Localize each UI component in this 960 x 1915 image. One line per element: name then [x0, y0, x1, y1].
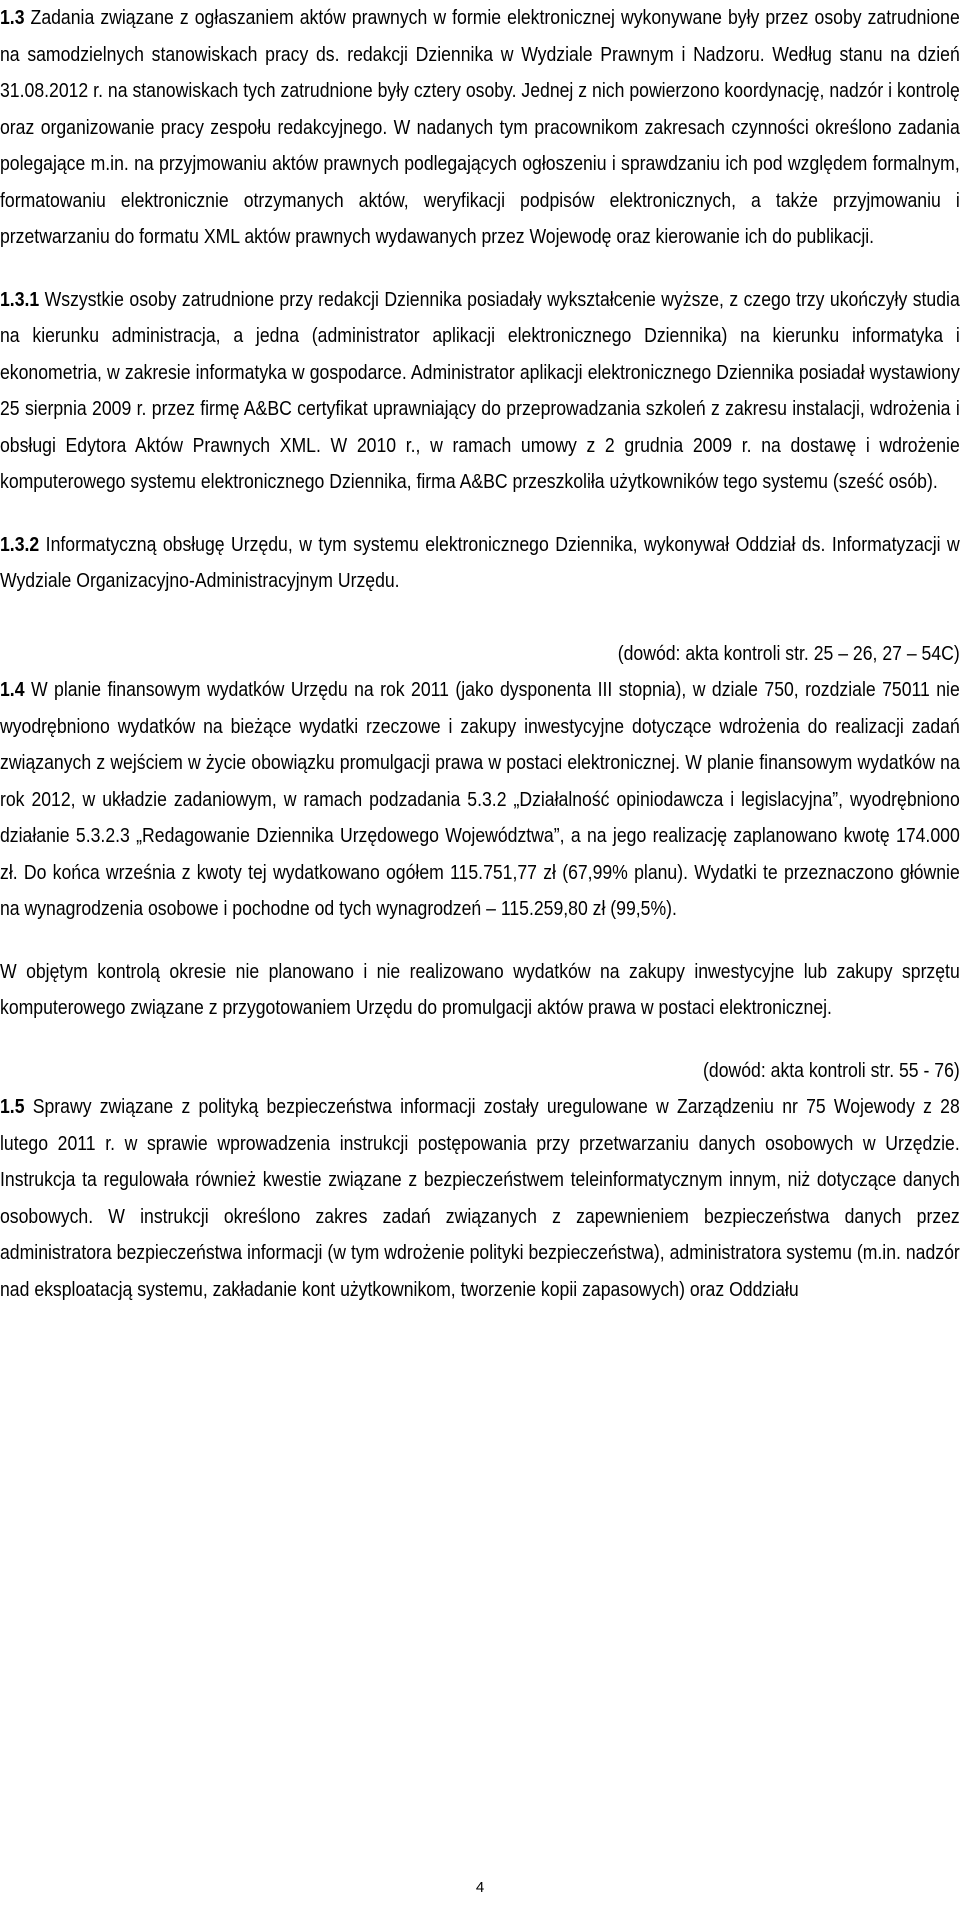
paragraph-1-3-2 [0, 527, 960, 600]
paragraph-1-3 [0, 0, 960, 256]
paragraph-1-4 [0, 672, 960, 928]
section-number: 1.5 [0, 1095, 25, 1118]
section-number: 1.4 [0, 678, 25, 701]
paragraph-text: Sprawy związane z polityką bezpieczeństwa informacji zostały uregulowane w Zarządzeniu nr 75 Wojewody z 28 lutego 2011 r. w sprawie wprowadzenia instrukcji postępowania przy przetwarzaniu danych osobowych w Urzędzie. Instrukcja ta regulowała również kwestie związane z bezpieczeństwem teleinformatycznym innym, niż dotyczące danych osobowych. W instrukcji określono zakres zadań związanych z zapewnieniem bezpieczeństwa danych przez administratora bezpieczeństwa informacji (w tym wdrożenie polityki bezpieczeństwa), administratora systemu (m.in. nadzór nad eksploatacją systemu, zakładanie kont użytkownikom, tworzenie kopii zapasowych) oraz Oddziału [0, 1095, 960, 1301]
section-number: 1.3.2 [0, 532, 40, 556]
paragraph-1-5 [0, 1089, 960, 1308]
paragraph-1-3-1 [0, 282, 960, 501]
paragraph-unnumbered [0, 954, 960, 1027]
page-number: 4 [475, 1879, 485, 1896]
paragraph-text: Wszystkie osoby zatrudnione przy redakcji Dziennika posiadały wykształcenie wyższe, z czego trzy ukończyły studia na kierunku administracja, a jedna (administrator aplikacji elektronicznego Dziennika) na kierunku informatyka i ekonometria, w zakresie informatyka w gospodarce. Administrator aplikacji elektronicznego Dziennika posiadał wystawiony 25 sierpnia 2009 r. przez firmę A&BC certyfikat uprawniający do przeprowadzania szkoleń z zakresu instalacji, wdrożenia i obsługi Edytora Aktów Prawnych XML. W 2010 r., w ramach umowy z 2 grudnia 2009 r. na dostawę i wdrożenie komputerowego systemu elektronicznego Dziennika, firma A&BC przeszkoliła użytkowników tego systemu (sześć osób). [0, 287, 960, 493]
section-number: 1.3.1 [0, 287, 40, 311]
evidence-reference: (dowód: akta kontroli str. 55 - 76) [703, 1058, 960, 1082]
paragraph-text: W planie finansowym wydatków Urzędu na rok 2011 (jako dysponenta III stopnia), w dziale 750, rozdziale 75011 nie wyodrębniono wydatków na bieżące wydatki rzeczowe i zakupy inwestycyjne dotyczące wdrożenia do realizacji zadań związanych z wejściem w życie obowiązku promulgacji prawa w postaci elektronicznej. W planie finansowym wydatków na rok 2012, w układzie zadaniowym, w ramach podzadania 5.3.2 „Działalność opiniodawcza i legislacyjna”, wyodrębniono działanie 5.3.2.3 „Redagowanie Dziennika Urzędowego Województwa”, a na jego realizację zaplanowano kwotę 174.000 zł. Do końca września z kwoty tej wydatkowano ogółem 115.751,77 zł (67,99% planu). Wydatki te przeznaczono głównie na wynagrodzenia osobowe i pochodne od tych wynagrodzeń – 115.259,80 zł (99,5%). [0, 678, 960, 920]
paragraph-text: Zadania związane z ogłaszaniem aktów prawnych w formie elektronicznej wykonywane były przez osoby zatrudnione na samodzielnych stanowiskach pracy ds. redakcji Dziennika w Wydziale Prawnym i Nadzoru. Według stanu na dzień 31.08.2012 r. na stanowiskach tych zatrudnione były cztery osoby. Jednej z nich powierzono koordynację, nadzór i kontrolę oraz organizowanie pracy zespołu redakcyjnego. W nadanych tym pracownikom zakresach czynności określono zadania polegające m.in. na przyjmowaniu aktów prawnych podlegających ogłoszeniu i sprawdzaniu ich pod względem formalnym, formatowaniu elektronicznie otrzymanych aktów, weryfikacji podpisów elektronicznych, a także przyjmowaniu i przetwarzaniu do formatu XML aktów prawnych wydawanych przez Wojewodę oraz kierowanie ich do publikacji. [0, 6, 960, 248]
paragraph-text: W objętym kontrolą okresie nie planowano i nie realizowano wydatków na zakupy inwestycyjne lub zakupy sprzętu komputerowego związane z przygotowaniem Urzędu do promulgacji aktów prawa w postaci elektronicznej. [0, 959, 960, 1019]
paragraph-text: Informatyczną obsługę Urzędu, w tym systemu elektronicznego Dziennika, wykonywał Oddział ds. Informatyzacji w Wydziale Organizacyjno-Administracyjnym Urzędu. [0, 532, 960, 592]
evidence-reference: (dowód: akta kontroli str. 25 – 26, 27 – 54C) [617, 641, 960, 665]
section-number: 1.3 [0, 6, 25, 29]
